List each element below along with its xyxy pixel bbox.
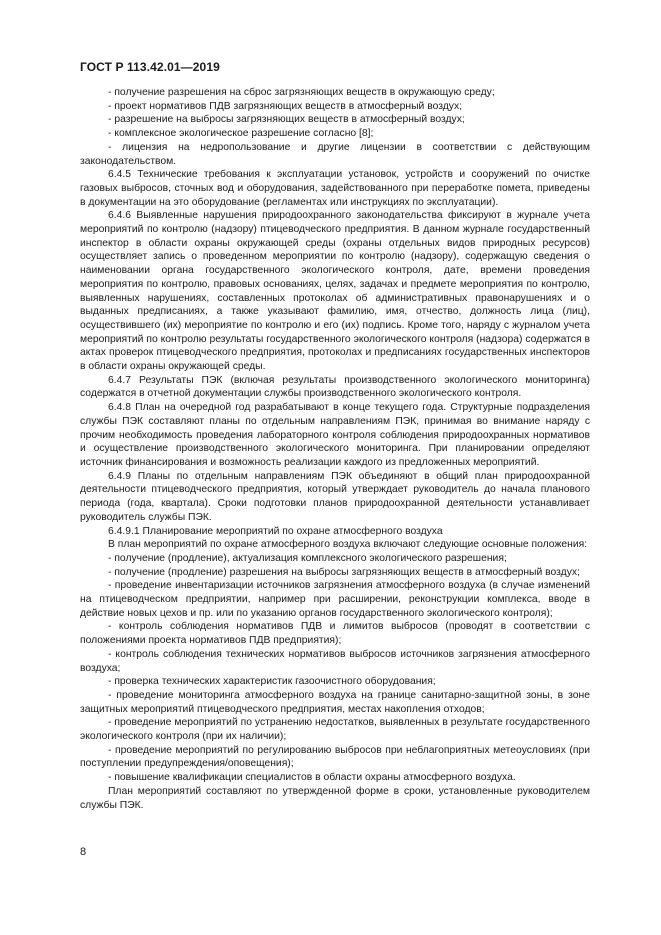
paragraph-6-4-7: 6.4.7 Результаты ПЭК (включая результаты производственного экологического мониторинга) содержатся в отчетной документации службы производственного экологического контроля. <box>80 374 590 400</box>
paragraph-6-4-9: 6.4.9 Планы по отдельным направлениям ПЭК объединяют в общий план природоохранной деятельности птицеводческого предприятия, который утверждает руководитель до начала планового периода (года, квартала). Сроки подготовки планов природоохранной деятельности устанавливает руководитель службы ПЭК. <box>80 470 590 523</box>
list-item: - проведение мониторинга атмосферного воздуха на границе санитарно-защитной зоны, в зоне защитных мероприятий птицеводческого предприятия, местах накопления отходов; <box>80 689 590 715</box>
list-item: - получение разрешения на сброс загрязняющих веществ в окружающую среду; <box>108 87 495 98</box>
list-item: - проведение мероприятий по устранению недостатков, выявленных в результате государственного экологического контроля (при их наличии); <box>80 717 590 743</box>
list-item: - контроль соблюдения технических нормативов выбросов источников загрязнения атмосферного воздуха; <box>80 648 590 674</box>
paragraph-6-4-6: 6.4.6 Выявленные нарушения природоохранного законодательства фиксируют в журнале учета мероприятий по контролю (надзору) птицеводческого предприятия. В данном журнале государственный инспектор в области охраны окружающей среды (охраны отдельных видов природных ресурсов) осуществляет запись о проведенном мероприятии по контролю (надзору), содержащую сведения о наименовании органа государственного экологического контроля, дате, времени проведения мероприятия по контролю, правовых основаниях, целях, задачах и предмете мероприятия по контролю, выявленных нарушениях, составленных протоколах об административных правонарушениях и о выданных предписаниях, а также указывают фамилию, имя, отчество, должность лица (лиц), осуществившего (их) мероприятие по контролю и его (их) подпись. Кроме того, наряду с журналом учета мероприятий по контролю результаты государственного экологического контроля (надзора) содержатся в актах проверок птицеводческого предприятия, протоколах и предписаниях государственных инспекторов в области охраны окружающей среды. <box>80 210 590 373</box>
list-item: - проведение инвентаризации источников загрязнения атмосферного воздуха (в случае изменений на птицеводческом предприятии, например при расширении, реконструкции комплекса, вводе в действие новых цехов и пр. или по указанию органов государственного экологического контроля); <box>80 580 590 619</box>
list-item: - проверка технических характеристик газоочистного оборудования; <box>108 676 436 688</box>
paragraph-6-4-5: 6.4.5 Технические требования к эксплуатации установок, устройств и сооружений по очистке газовых выбросов, сточных вод и оборудования, задействованного при переработке помета, приведены в документации на это оборудование (регламентах или инструкциях по эксплуатации). <box>80 169 590 208</box>
list-item: - разрешение на выбросы загрязняющих веществ в атмосферный воздух; <box>108 114 465 126</box>
paragraph-6-4-8: 6.4.8 План на очередной год разрабатывают в конце текущего года. Структурные подразделения службы ПЭК составляют планы по отдельным направлениям ПЭК, принимая во внимание наряду с прочим необходимость проведения лабораторного контроля соблюдения природоохранных нормативов и осуществление производственного экологического мониторинга. При планировании определяют источник финансирования и возможность реализации каждого из предложенных мероприятий. <box>80 402 590 468</box>
list-item: - проведение мероприятий по регулированию выбросов при неблагоприятных метеоусловиях (при поступлении предупреждения/оповещения); <box>80 744 590 770</box>
document-header: ГОСТ Р 113.42.01—2019 <box>80 60 220 74</box>
list-item: - контроль соблюдения нормативов ПДВ и лимитов выбросов (проводят в соответствии с положениями проекта нормативов ПДВ предприятия); <box>80 621 590 647</box>
list-item: - проект нормативов ПДВ загрязняющих веществ в атмосферный воздух; <box>108 100 462 112</box>
list-item: - лицензия на недропользование и другие лицензии в соответствии с действующим законодательством. <box>80 141 590 167</box>
list-item: - получение (продление) разрешения на выбросы загрязняющих веществ в атмосферный воздух; <box>108 566 580 578</box>
list-item: - получение (продление), актуализация комплексного экологического разрешения; <box>108 552 507 564</box>
paragraph-closing: План мероприятий составляют по утвержденной форме в сроки, установленные руководителем службы ПЭК. <box>80 785 590 811</box>
list-item: - повышение квалификации специалистов в области охраны атмосферного воздуха. <box>108 772 516 784</box>
list-item: - комплексное экологическое разрешение согласно [8]; <box>108 128 374 140</box>
page-number: 8 <box>80 846 87 858</box>
document-body <box>80 86 590 812</box>
section-heading-6-4-9-1: 6.4.9.1 Планирование мероприятий по охране атмосферного воздуха <box>108 525 443 537</box>
paragraph-intro: В план мероприятий по охране атмосферного воздуха включают следующие основные положения: <box>108 539 588 551</box>
